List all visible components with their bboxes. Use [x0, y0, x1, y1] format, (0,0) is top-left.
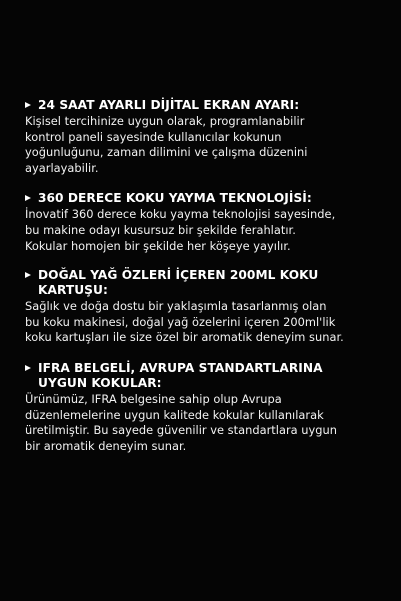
feature-heading-text: 24 SAAT AYARLI DİJİTAL EKRAN AYARI: [38, 98, 300, 112]
triangle-right-icon [25, 365, 31, 371]
feature-description: Ürünümüz, IFRA belgesine sahip olup Avrupa düzenlemelerine uygun kalitede kokular kullanılarak üretilmiştir. Bu sayede güvenilir ve standartlara uygun bir aromatik deneyim sunar. [25, 391, 338, 453]
feature-heading [25, 191, 385, 206]
feature-heading [25, 361, 385, 391]
feature-description: İnovatif 360 derece koku yayma teknolojisi sayesinde, bu makine odayı kusursuz bir şekilde ferahlatır. Kokular homojen bir şekilde her köşeye yayılır. [25, 207, 336, 253]
feature-heading-text: 360 DERECE KOKU YAYMA TEKNOLOJİSİ: [38, 191, 312, 206]
feature-item [25, 98, 385, 176]
feature-heading [25, 268, 385, 298]
feature-item [25, 361, 385, 454]
feature-heading [25, 98, 385, 113]
feature-description: Kişisel tercihinize uygun olarak, programlanabilir kontrol paneli sayesinde kullanıcılar kokunun yoğunluğunu, zaman dilimini ve çalışma düzenini ayarlayabilir. [25, 114, 308, 175]
feature-item [25, 268, 385, 346]
feature-description: Sağlık ve doğa dostu bir yaklaşımla tasarlanmış olan bu koku makinesi, doğal yağ özelerini içeren 200ml'lik koku kartuşları ile size özel bir aromatik deneyim sunar. [25, 299, 344, 345]
triangle-right-icon [25, 102, 31, 108]
feature-heading-text: DOĞAL YAĞ ÖZLERİ İÇEREN 200ML KOKU KARTUŞU: [38, 268, 319, 298]
triangle-right-icon [25, 272, 31, 278]
feature-item [25, 191, 385, 254]
triangle-right-icon [25, 195, 31, 201]
feature-heading-text: IFRA BELGELİ, AVRUPA STANDARTLARINA UYGUN KOKULAR: [38, 360, 323, 390]
